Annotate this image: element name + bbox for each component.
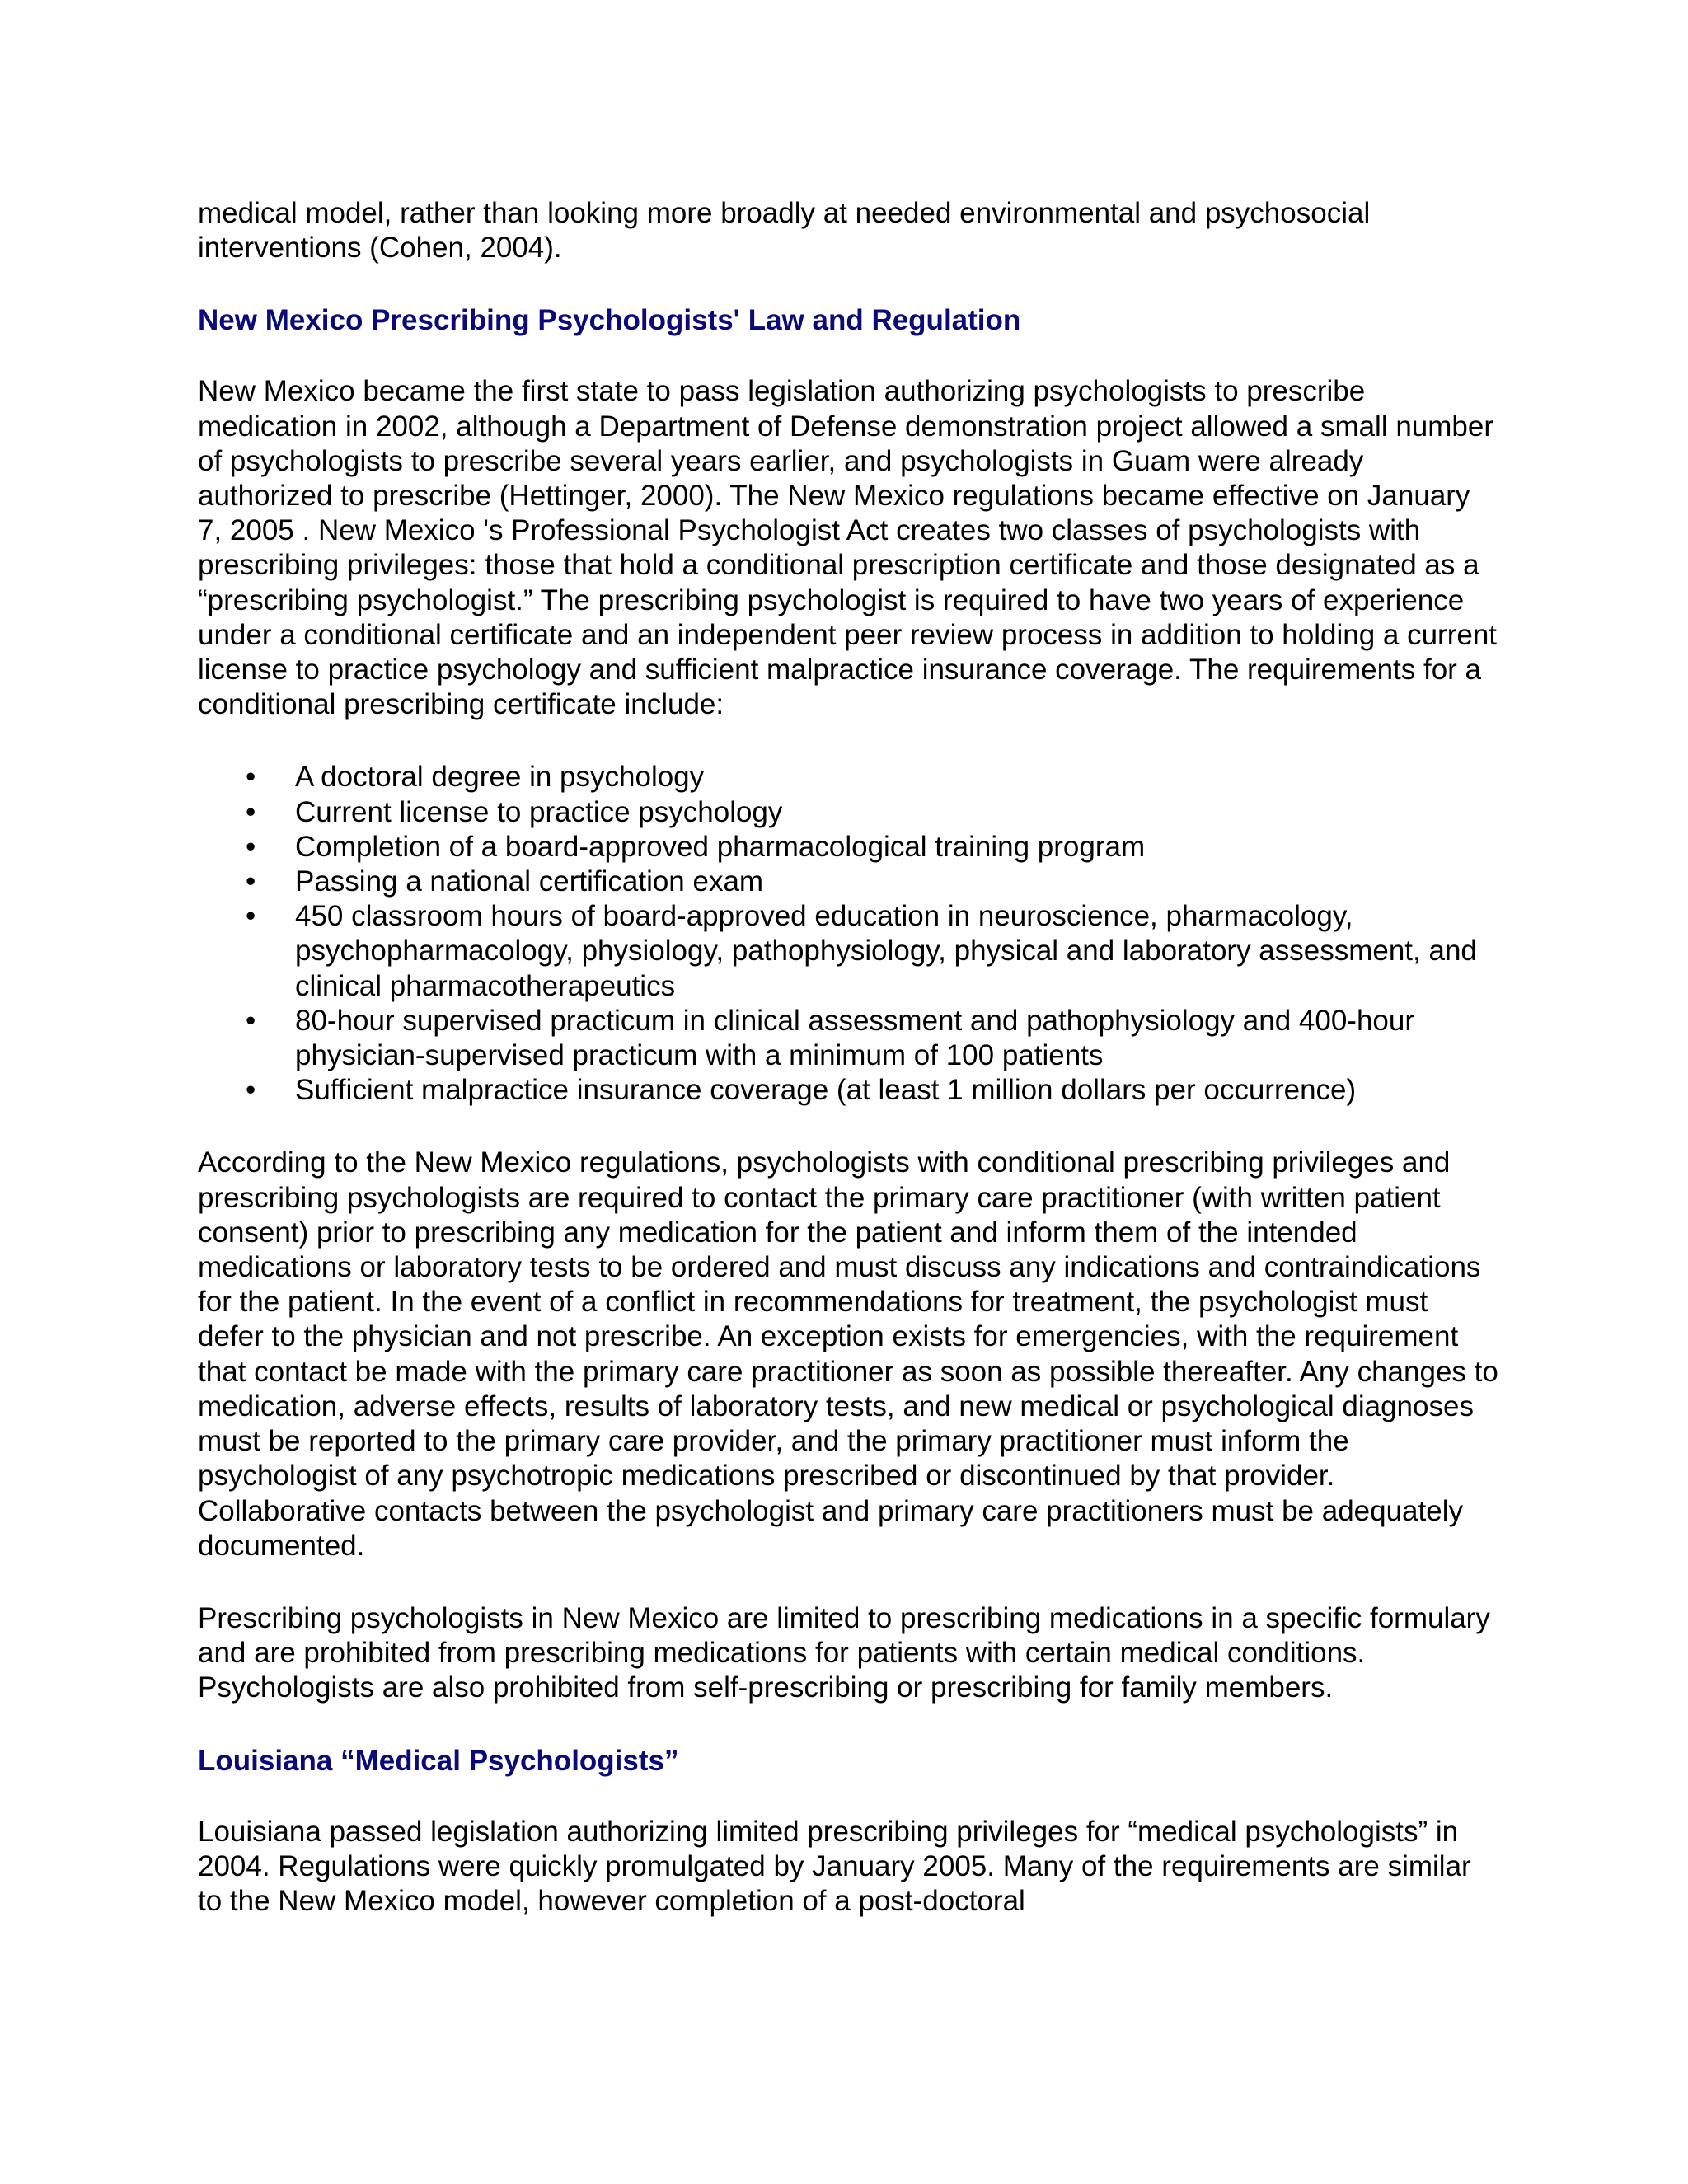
list-item-text: A doctoral degree in psychology — [295, 761, 705, 794]
bullet-icon: • — [246, 865, 256, 898]
list-item-text: 80-hour supervised practicum in clinical assessment and pathophysiology and 400-hour physician-supervised practicum with a minimum of 100 patients — [295, 1004, 1414, 1072]
bullet-icon: • — [246, 761, 256, 794]
list-item-text: Sufficient malpractice insurance coverage (at least 1 million dollars per occurrence) — [295, 1074, 1357, 1107]
list-item — [198, 795, 1500, 830]
document-page — [198, 196, 1500, 1957]
list-item — [198, 1004, 1500, 1073]
list-item-text: Completion of a board-approved pharmacological training program — [295, 830, 1146, 863]
paragraph-new-mexico-regulations: According to the New Mexico regulations, psychologists with conditional prescribing privileges and prescribing psychologists are required to contact the primary care practitioner (with written patient consent) prior to prescribing any medication for the patient and inform them of the intended medications or laboratory tests to be ordered and must discuss any indications and contraindications for the patient. In the event of a conflict in recommendations for treatment, the psychologist must defer to the physician and not prescribe. An exception exists for emergencies, with the requirement that contact be made with the primary care practitioner as soon as possible thereafter. Any changes to medication, adverse effects, results of laboratory tests, and new medical or psychological diagnoses must be reported to the primary care provider, and the primary practitioner must inform the psychologist of any psychotropic medications prescribed or discontinued by that provider. Collaborative contacts between the psychologist and primary care practitioners must be adequately documented. — [198, 1146, 1498, 1562]
section-heading-louisiana: Louisiana “Medical Psychologists” — [198, 1744, 679, 1777]
list-item — [198, 1073, 1500, 1108]
bullet-icon: • — [246, 830, 256, 863]
list-item — [198, 899, 1500, 1004]
bullet-icon: • — [246, 795, 256, 828]
bullet-icon: • — [246, 900, 256, 933]
paragraph-new-mexico-legislation: New Mexico became the first state to pass legislation authorizing psychologists to prescribe medication in 2002, although a Department of Defense demonstration project allowed a small number of psychologists to prescribe several years earlier, and psychologists in Guam were already authorized to prescribe (Hettinger, 2000). The New Mexico regulations became effective on January 7, 2005 . New Mexico 's Professional Psychologist Act creates two classes of psychologists with prescribing privileges: those that hold a conditional prescription certificate and those designated as a “prescribing psychologist.” The prescribing psychologist is required to have two years of experience under a conditional certificate and an independent peer review process in addition to holding a current license to practice psychology and sufficient malpractice insurance coverage. The requirements for a conditional prescribing certificate include: — [198, 375, 1498, 721]
bullet-icon: • — [246, 1004, 256, 1037]
list-item-text: 450 classroom hours of board-approved education in neuroscience, pharmacology, psychopharmacology, physiology, pathophysiology, physical and laboratory assessment, and clinical pharmacotherapeutics — [295, 900, 1477, 1002]
list-item — [198, 865, 1500, 899]
list-item — [198, 830, 1500, 865]
list-item — [198, 760, 1500, 794]
paragraph-new-mexico-formulary: Prescribing psychologists in New Mexico are limited to prescribing medications in a specific formulary and are prohibited from prescribing medications for patients with certain medical conditions. Psychologists are also prohibited from self-prescribing or prescribing for family members. — [198, 1601, 1490, 1704]
list-item-text: Current license to practice psychology — [295, 795, 783, 828]
requirements-list — [198, 760, 1500, 1108]
bullet-icon: • — [246, 1074, 256, 1107]
paragraph-intro-continuation: medical model, rather than looking more broadly at needed environmental and psychosocial interventions (Cohen, 2004). — [198, 197, 1371, 265]
section-heading-new-mexico: New Mexico Prescribing Psychologists' Law and Regulation — [198, 304, 1021, 337]
paragraph-louisiana-legislation: Louisiana passed legislation authorizing limited prescribing privileges for “medical psychologists” in 2004. Regulations were quickly promulgated by January 2005. Many of the requirements are similar to the New Mexico model, however completion of a post-doctoral — [198, 1815, 1471, 1917]
list-item-text: Passing a national certification exam — [295, 865, 764, 898]
